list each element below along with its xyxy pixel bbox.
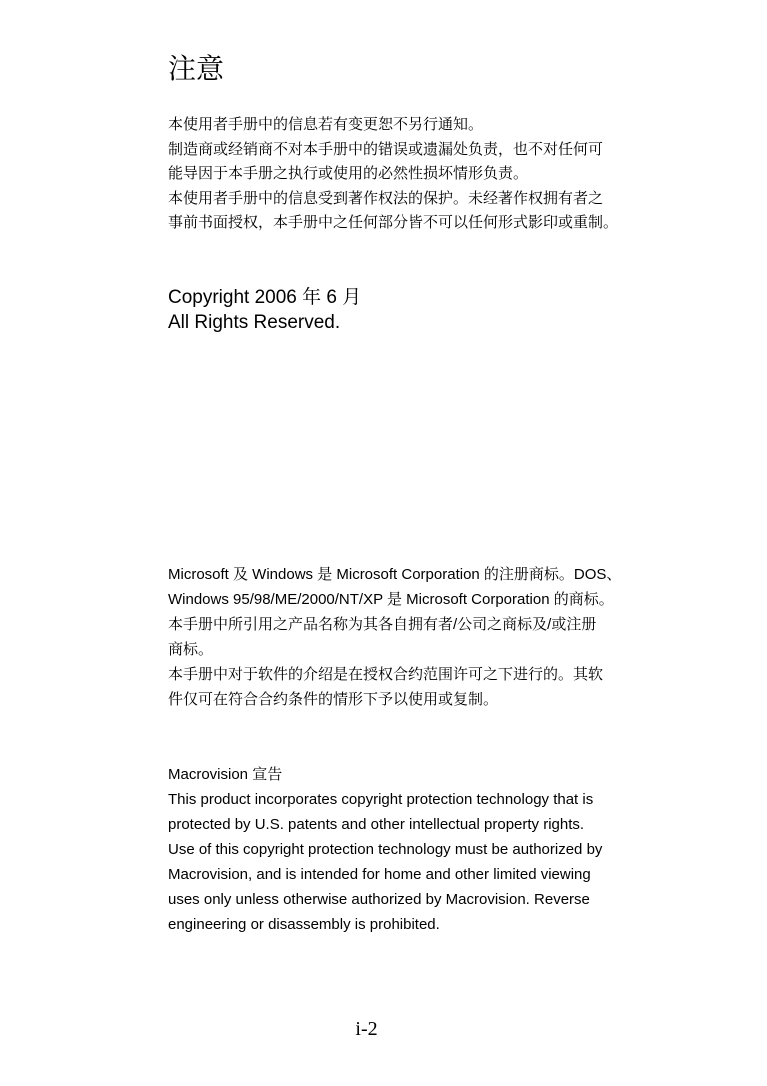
trademark-line: Windows 95/98/ME/2000/NT/XP 是 Microsoft Corporation 的商标。 — [168, 591, 614, 608]
trademark-section — [168, 562, 668, 712]
macrovision-line: protected by U.S. patents and other intellectual property rights. — [168, 816, 585, 833]
macrovision-heading: Macrovision 宣告 — [168, 766, 283, 783]
trademark-line: 件仅可在符合合约条件的情形下予以使用或复制。 — [168, 691, 499, 708]
macrovision-line: uses only unless otherwise authorized by Macrovision. Reverse — [168, 891, 590, 908]
copyright-section — [168, 285, 668, 335]
macrovision-line: Macrovision, and is intended for home and other limited viewing — [168, 866, 591, 883]
notice-line: 本使用者手册中的信息受到著作权法的保护。未经著作权拥有者之 — [168, 188, 604, 207]
macrovision-line: This product incorporates copyright protection technology that is — [168, 791, 594, 808]
copyright-line: Copyright 2006 年 6 月 — [168, 287, 362, 308]
trademark-line: Microsoft 及 Windows 是 Microsoft Corporation 的注册商标。DOS、 — [168, 566, 622, 583]
rights-reserved-line: All Rights Reserved. — [168, 312, 341, 333]
macrovision-line: engineering or disassembly is prohibited. — [168, 916, 440, 933]
notice-line: 制造商或经销商不对本手册中的错误或遗漏处负责，也不对任何可 — [168, 139, 604, 158]
macrovision-section — [168, 762, 668, 937]
trademark-line: 本手册中对于软件的介绍是在授权合约范围许可之下进行的。其软 — [168, 666, 604, 683]
macrovision-line: Use of this copyright protection technology must be authorized by — [168, 841, 603, 858]
notice-line: 本使用者手册中的信息若有变更恕不另行通知。 — [168, 115, 484, 133]
page-title: 注意 — [168, 52, 225, 85]
notice-line: 能导因于本手册之执行或使用的必然性损坏情形负责。 — [168, 164, 529, 182]
notice-line: 事前书面授权，本手册中之任何部分皆不可以任何形式影印或重制。 — [168, 213, 619, 231]
trademark-line: 商标。 — [168, 641, 214, 658]
page-number: i-2 — [355, 1018, 378, 1040]
notice-section — [168, 112, 668, 235]
trademark-line: 本手册中所引用之产品名称为其各自拥有者/公司之商标及/或注册 — [168, 616, 597, 633]
